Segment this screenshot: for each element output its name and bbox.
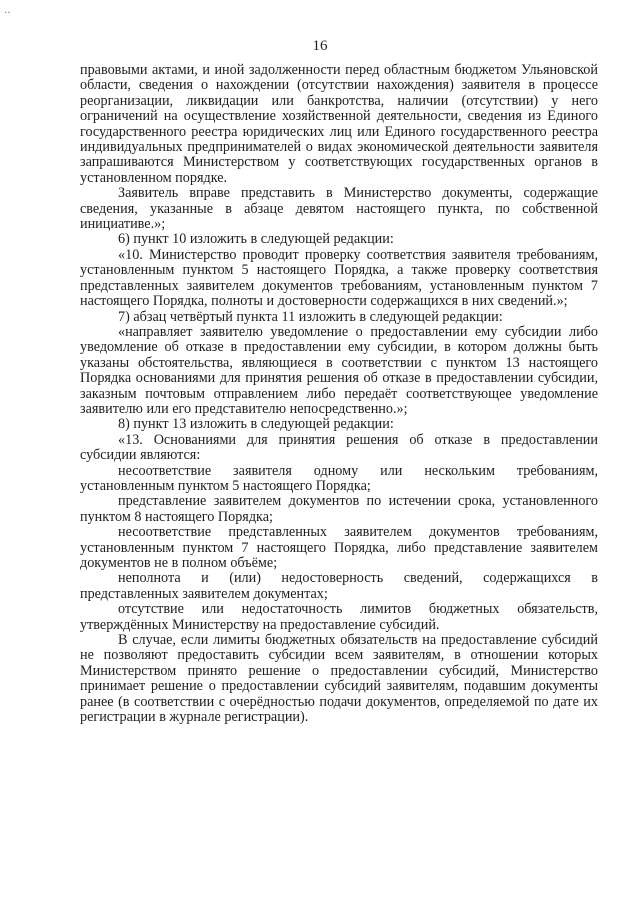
paragraph-10: представление заявителем документов по истечении срока, установленного пунктом 8 настоящего Порядка; <box>80 493 598 525</box>
paragraph-12: неполнота и (или) недостоверность сведений, содержащихся в представленных заявителем документах; <box>80 570 598 602</box>
paragraph-13: отсутствие или недостаточность лимитов бюджетных обязательств, утверждённых Министерству на предоставление субсидий. <box>80 601 598 633</box>
paragraph-6: «направляет заявителю уведомление о предоставлении ему субсидии либо уведомление об отказе в предоставлении ему субсидии, в котором должны быть указаны обстоятельства, являющиеся в соответствии с пунктом 13 настоящего Порядка основаниями для принятия решения об отказе в предоставлении субсидии, заказным почтовым отправлением либо передаёт соответствующее уведомление заявителю или его представителю непосредственно.»; <box>80 323 598 417</box>
paragraph-8: «13. Основаниями для принятия решения об отказе в предоставлении субсидии являются: <box>80 431 598 464</box>
paragraph-5: 7) абзац четвёртый пункта 11 изложить в следующей редакции: <box>118 308 503 325</box>
document-body <box>80 63 598 725</box>
paragraph-11: несоответствие представленных заявителем документов требованиям, установленным пунктом 7 настоящего Порядка, либо представление заявителем документов не в полном объёме; <box>80 524 598 571</box>
paragraph-9: несоответствие заявителя одному или нескольким требованиям, установленным пунктом 5 настоящего Порядка; <box>80 462 598 494</box>
page-number: 16 <box>312 38 328 54</box>
paragraph-4: «10. Министерство проводит проверку соответствия заявителя требованиям, установленным пунктом 5 настоящего Порядка, а также проверку соответствия представленных заявителем документов требованиям, установленным пунктом 7 настоящего Порядка, полноты и достоверности содержащихся в них сведений.»; <box>80 246 598 310</box>
scan-mark: ·‧ <box>4 8 11 19</box>
paragraph-7: 8) пункт 13 изложить в следующей редакции: <box>118 416 394 433</box>
paragraph-2: Заявитель вправе представить в Министерство документы, содержащие сведения, указанные в абзаце девятом настоящего пункта, по собственной инициативе.»; <box>80 185 598 233</box>
paragraph-1: правовыми актами, и иной задолженности перед областным бюджетом Ульяновской области, сведения о нахождении (отсутствии нахождения) заявителя в процессе реорганизации, ликвидации или банкротства, наличии (отсутствии) у него ограничений на осуществление хозяйственной деятельности, сведения из Единого государственного реестра юридических лиц или Единого государственного реестра индивидуальных предпринимателей о видах экономической деятельности заявителя запрашиваются Министерством у соответствующих государственных органов в установленном порядке. <box>80 62 598 186</box>
paragraph-3: 6) пункт 10 изложить в следующей редакции: <box>118 231 394 248</box>
paragraph-14: В случае, если лимиты бюджетных обязательств на предоставление субсидий не позволяют предоставить субсидии всем заявителям, в отношении которых Министерством принято решение о предоставлении субсидий, Министерство принимает решение о предоставлении субсидий заявителям, подавшим документы ранее (в соответствии с очерёдностью подачи документов, определяемой по дате их регистрации в журнале регистрации). <box>80 632 598 726</box>
